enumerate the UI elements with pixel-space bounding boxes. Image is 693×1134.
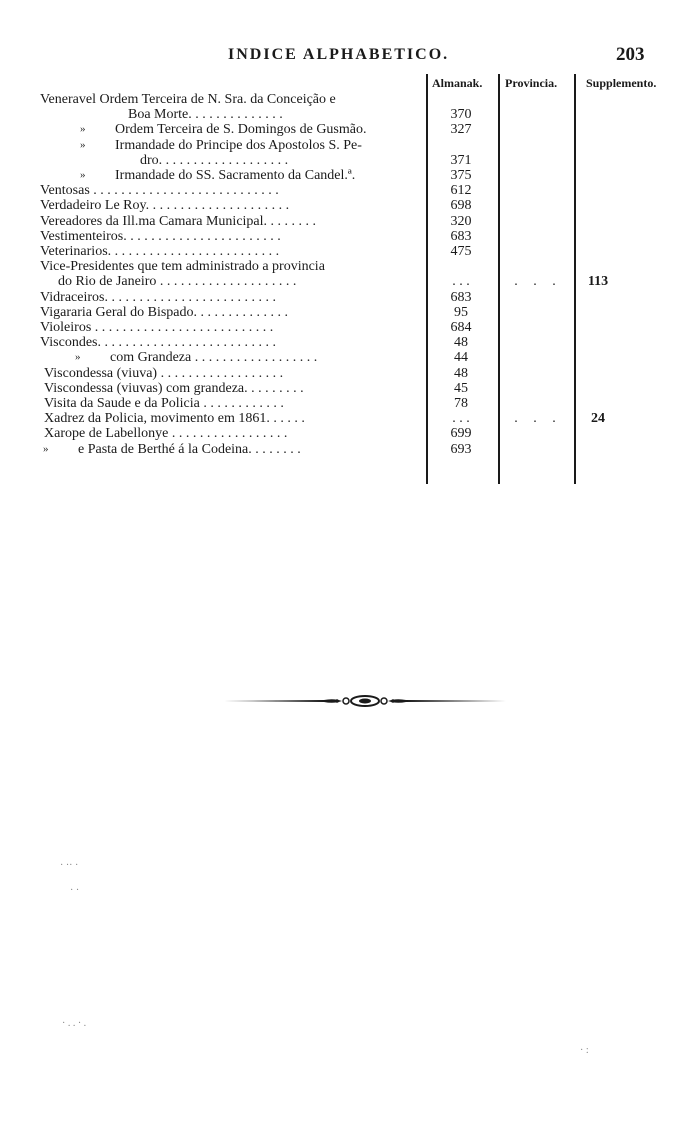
almanak-page: . . . <box>452 411 470 427</box>
page-title: INDICE ALPHABETICO. <box>228 46 450 63</box>
almanak-page: 48 <box>454 335 468 351</box>
index-row <box>0 198 693 213</box>
index-entry-label: Irmandade do Principe dos Apostolos S. Pe- <box>115 137 362 153</box>
index-row <box>0 411 693 426</box>
almanak-page: 375 <box>450 168 472 183</box>
index-entry-label: Irmandade do SS. Sacramento da Candel.ª. <box>115 168 356 183</box>
index-row <box>0 274 693 289</box>
index-entry-label: Violeiros . . . . . . . . . . . . . . . . . . . . . . . . . . <box>40 320 274 335</box>
column-header-provincia: Provincia. <box>505 76 558 90</box>
index-entry-label: Viscondessa (viuvas) com grandeza. . . . . . . . . <box>44 380 304 396</box>
index-entry-label: Vice-Presidentes que tem administrado a provincia <box>40 259 325 275</box>
almanak-page: 612 <box>450 183 472 199</box>
index-row <box>0 350 693 365</box>
supplemento-page: 113 <box>587 274 609 290</box>
index-row <box>0 244 693 259</box>
almanak-page: 698 <box>450 198 472 214</box>
almanak-page: 48 <box>454 365 468 381</box>
almanak-page: 44 <box>454 350 468 366</box>
almanak-page: 693 <box>450 441 472 457</box>
provincia-page: . . . <box>514 274 562 290</box>
index-row <box>0 107 693 122</box>
index-row <box>0 381 693 396</box>
index-row <box>0 366 693 381</box>
almanak-page: 370 <box>450 107 472 123</box>
index-entry-label: Vestimenteiros. . . . . . . . . . . . . . . . . . . . . . . <box>40 228 281 244</box>
index-entry-label: do Rio de Janeiro . . . . . . . . . . . . . . . . . . . . <box>58 274 297 290</box>
paper-speck: · · <box>70 885 80 896</box>
index-entry-label: com Grandeza . . . . . . . . . . . . . . . . . . <box>110 350 318 366</box>
index-entry-label: dro. . . . . . . . . . . . . . . . . . . <box>140 152 289 168</box>
index-row <box>0 396 693 411</box>
provincia-page: . . . <box>514 411 562 427</box>
index-entry-label: Boa Morte. . . . . . . . . . . . . . <box>128 107 283 123</box>
almanak-page: 78 <box>454 396 468 411</box>
index-row <box>0 320 693 335</box>
index-row <box>0 168 693 183</box>
almanak-page: 95 <box>454 304 468 320</box>
ditto-mark: » <box>80 169 86 181</box>
almanak-page: 683 <box>450 228 472 244</box>
almanak-page: 371 <box>450 152 472 168</box>
ditto-mark: » <box>43 442 49 455</box>
almanak-page: 45 <box>454 380 468 396</box>
paper-speck: · . . · . <box>62 1018 87 1029</box>
almanak-page: 684 <box>450 320 472 335</box>
column-header-almanak: Almanak. <box>432 76 483 90</box>
ornament-divider <box>224 692 506 710</box>
index-entry-label: Verdadeiro Le Roy. . . . . . . . . . . . . . . . . . . . . <box>40 198 290 214</box>
index-entry-label: Veneravel Ordem Terceira de N. Sra. da Conceição e <box>40 92 336 107</box>
index-row <box>0 442 693 457</box>
index-row <box>0 214 693 229</box>
index-entry-label: Vereadores da Ill.ma Camara Municipal. . . . . . . . <box>40 213 317 229</box>
index-entry-label: Visita da Saude e da Policia . . . . . . . . . . . . <box>44 396 284 411</box>
almanak-page: . . . <box>452 274 470 290</box>
index-entry-label: Ventosas . . . . . . . . . . . . . . . . . . . . . . . . . . . <box>40 183 279 199</box>
index-entry-label: Xadrez da Policia, movimento em 1861. . . . . . <box>44 411 305 427</box>
index-row <box>0 229 693 244</box>
index-row <box>0 92 693 107</box>
supplemento-page: 24 <box>591 411 605 427</box>
index-row <box>0 335 693 350</box>
index-row <box>0 305 693 320</box>
index-row <box>0 138 693 153</box>
almanak-page: 475 <box>450 244 472 259</box>
almanak-page: 699 <box>450 426 472 442</box>
index-entry-label: Veterinarios. . . . . . . . . . . . . . . . . . . . . . . . . <box>40 244 280 259</box>
page-number: 203 <box>616 44 645 65</box>
index-row <box>0 426 693 441</box>
almanak-page: 320 <box>450 213 472 229</box>
index-row <box>0 290 693 305</box>
index-entry-label: Vidraceiros. . . . . . . . . . . . . . . . . . . . . . . . . <box>40 289 276 305</box>
index-row <box>0 153 693 168</box>
index-row <box>0 183 693 198</box>
almanak-page: 683 <box>450 289 472 305</box>
ditto-mark: » <box>75 351 81 364</box>
index-row <box>0 259 693 274</box>
paper-speck: · ·· · <box>60 860 79 871</box>
index-entry-label: e Pasta de Berthé á la Codeina. . . . . . . . <box>78 441 301 457</box>
ditto-mark: » <box>80 138 86 151</box>
almanak-page: 327 <box>450 122 472 138</box>
index-entry-label: Xarope de Labellonye . . . . . . . . . . . . . . . . . <box>44 426 288 442</box>
index-entry-label: Viscondessa (viuva) . . . . . . . . . . . . . . . . . . <box>44 365 284 381</box>
index-row <box>0 122 693 137</box>
paper-speck: · : <box>580 1045 589 1056</box>
column-header-supplemento: Supplemento. <box>586 76 657 90</box>
index-entry-label: Viscondes. . . . . . . . . . . . . . . . . . . . . . . . . . <box>40 335 276 351</box>
index-entry-label: Ordem Terceira de S. Domingos de Gusmão. <box>115 122 367 138</box>
index-entry-label: Vigararia Geral do Bispado. . . . . . . . . . . . . . <box>40 304 288 320</box>
ditto-mark: » <box>80 123 86 136</box>
